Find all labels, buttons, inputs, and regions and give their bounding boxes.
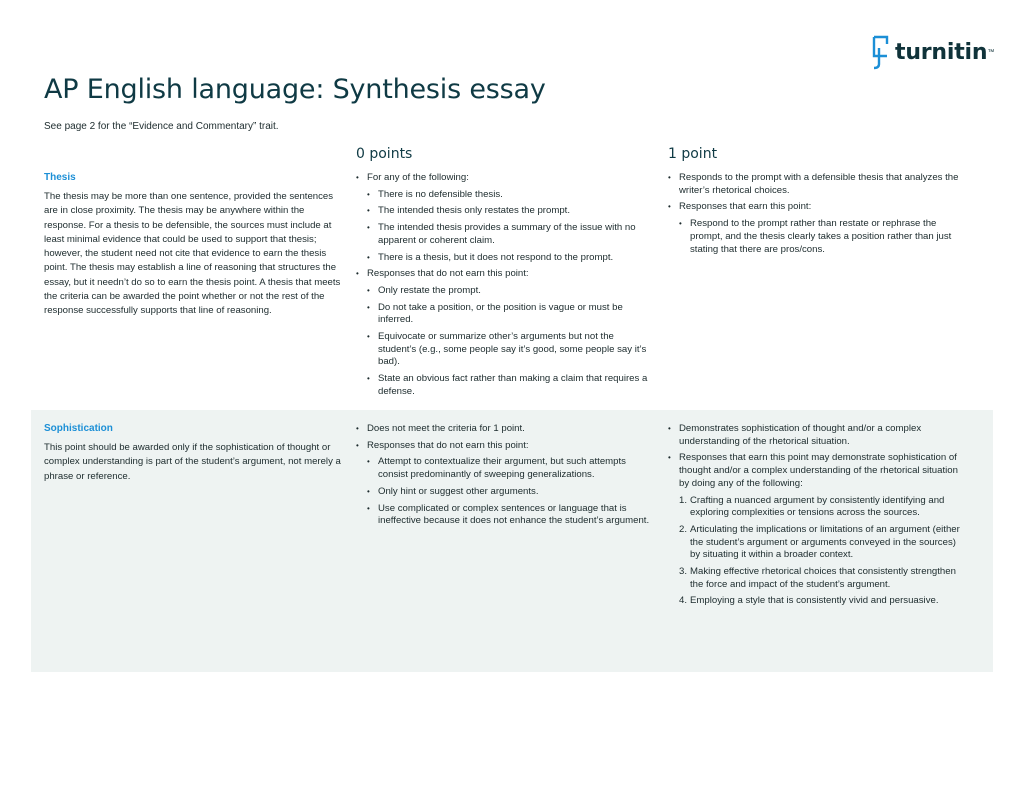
item-text: Making effective rhetorical choices that consistently strengthen the force and impact of the student’s argument. [690,566,956,590]
sophistication-criterion [44,423,344,484]
list-item [356,440,652,528]
list-item [679,595,964,608]
item-number: 3. [679,566,688,578]
list-item: • The intended thesis only restates the prompt. [367,205,652,218]
sophistication-description: This point should be awarded only if the sophistication of thought or complex understanding is part of the student’s argument, not merely a phrase or reference. [44,442,341,482]
thesis-one-point [668,172,964,260]
list-item: • Equivocate or summarize other’s arguments but not the student’s (e.g., some people say it’s good, some people say it’s bad). [367,331,652,369]
brand-name: turnitin [895,39,988,65]
list-item [668,201,964,256]
thesis-name: Thesis [44,172,76,183]
list-item [679,495,964,520]
sophistication-one-b-label: Responses that earn this point may demonstrate sophistication of thought and/or a complex understanding of the rhetorical situation by doing any of the following: [679,452,958,489]
list-item: • Only hint or suggest other arguments. [367,486,652,499]
list-item: • The intended thesis provides a summary of the issue with no apparent or coherent claim. [367,222,652,247]
list-item [679,566,964,591]
list-item [679,524,964,562]
list-item: • Do not take a position, or the position is vague or must be inferred. [367,302,652,327]
item-number: 4. [679,595,688,607]
sophistication-zero-points [356,423,652,532]
sophistication-name: Sophistication [44,423,113,434]
item-text: Articulating the implications or limitations of an argument (either the student’s argument or arguments conveyed in the sources) by situating it within a broader context. [690,523,960,561]
list-item: • Respond to the prompt rather than restate or rephrase the prompt, and the thesis clearly takes a position rather than just stating that there are pros/cons. [679,218,964,256]
page-subtitle: See page 2 for the “Evidence and Commentary” trait. [44,121,279,132]
thesis-criterion [44,172,344,319]
sophistication-row [31,410,993,672]
list-item [356,268,652,398]
turnitin-logo-icon [870,34,892,70]
list-item: • State an obvious fact rather than making a claim that requires a defense. [367,373,652,398]
list-item: • There is no defensible thesis. [367,189,652,202]
sophistication-one-point [668,423,964,612]
list-item: • There is a thesis, but it does not respond to the prompt. [367,252,652,265]
thesis-one-b-label: Responses that earn this point: [679,201,812,213]
brand-tm: ™ [987,48,995,56]
sophistication-zero-b-label: Responses that do not earn this point: [367,439,529,451]
thesis-description: The thesis may be more than one sentence, provided the sentences are in close proximity. The thesis may be anywhere within the response. For a thesis to be defensible, the sources must include at least minimal evidence that could be used to support that thesis; however, the student need not cite that evidence to earn the thesis point. The thesis may establish a line of reasoning that structures the essay, but it needn’t do so to earn the thesis point. A thesis that meets the criteria can be awarded the point whether or not the rest of the response successfully supports that line of reasoning. [44,191,341,317]
list-item: • Responds to the prompt with a defensible thesis that analyzes the writer’s rhetorical choices. [668,172,964,197]
turnitin-logo [870,34,994,70]
column-header-0-points: 0 points [356,146,413,162]
list-item [668,452,964,608]
thesis-row [31,172,993,404]
column-header-1-point: 1 point [668,146,718,162]
list-item [356,172,652,264]
list-item: • Use complicated or complex sentences or language that is ineffective because it does not enhance the student’s argument. [367,503,652,528]
list-item: • Demonstrates sophistication of thought and/or a complex understanding of the rhetorical situation. [668,423,964,448]
item-number: 1. [679,494,688,506]
thesis-zero-b-label: Responses that do not earn this point: [367,268,529,280]
item-text: Employing a style that is consistently vivid and persuasive. [690,595,939,607]
item-text: Crafting a nuanced argument by consistently identifying and exploring complexities or tensions across the sources. [690,494,945,519]
item-number: 2. [679,523,688,535]
page-title: AP English language: Synthesis essay [44,74,546,105]
list-item: • Does not meet the criteria for 1 point. [356,423,652,436]
list-item: • Attempt to contextualize their argument, but such attempts consist predominantly of sweeping generalizations. [367,456,652,481]
list-item: • Only restate the prompt. [367,285,652,298]
thesis-zero-points [356,172,652,403]
thesis-zero-a-label: For any of the following: [367,172,469,183]
